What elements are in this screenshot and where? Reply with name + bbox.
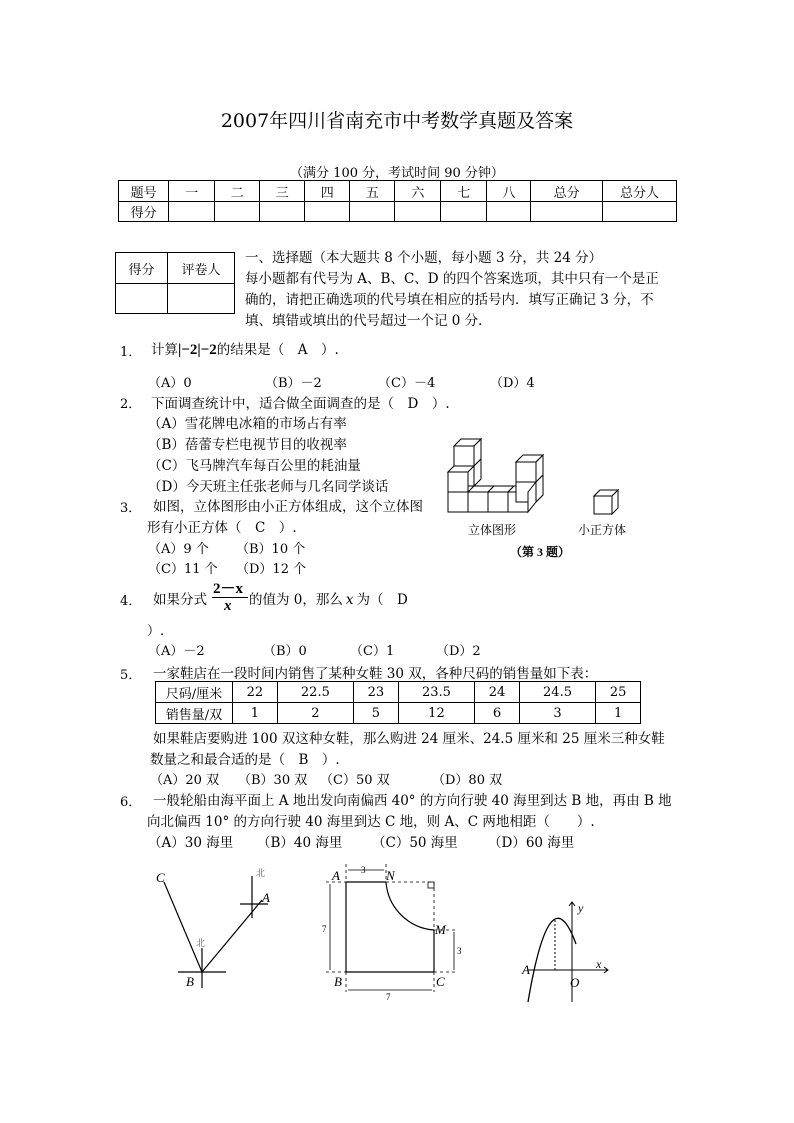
q4-number: 4． <box>120 594 142 609</box>
q6-option: （A）30 海里 <box>148 835 234 851</box>
score-header: 三 <box>260 181 305 202</box>
q5-count-cell: 3 <box>519 703 595 724</box>
grader-box <box>115 252 235 314</box>
north-label-a: 北 <box>256 868 266 878</box>
q1-prefix: 计算 <box>151 342 178 358</box>
dim-right: 3 <box>457 946 462 956</box>
dim-left: 7 <box>322 924 327 934</box>
square-figure <box>318 860 468 1005</box>
q4-prefix: 如果分式 <box>153 592 207 608</box>
q4-option: （C）1 <box>350 644 395 659</box>
grader-name-cell[interactable] <box>168 284 235 314</box>
score-header: 五 <box>350 181 395 202</box>
point-n-label: N <box>386 868 395 883</box>
point-c-label: C <box>156 870 165 885</box>
q3-figure <box>440 432 660 572</box>
q5-size-cell: 25 <box>596 682 641 703</box>
q5-size-cell: 22 <box>233 682 278 703</box>
parabola-curve <box>528 918 576 1002</box>
point-b-label: B <box>334 974 342 989</box>
grader-name-label: 评卷人 <box>168 253 235 284</box>
exam-note: （满分 100 分，考试时间 90 分钟） <box>290 166 504 181</box>
score-cell[interactable] <box>215 202 260 222</box>
score-header: 四 <box>305 181 350 202</box>
q5-size-cell: 24.5 <box>519 682 595 703</box>
point-m-label: M <box>435 922 446 937</box>
q3-option: （C）11 个 <box>148 562 218 577</box>
dim-top: 3 <box>361 865 366 875</box>
score-header: 八 <box>487 181 531 202</box>
parabola-figure <box>500 890 620 1010</box>
q5-number: 5． <box>120 668 142 683</box>
q6-option: （C）50 海里 <box>372 835 458 851</box>
q2-option: （B）蓓蕾专栏电视节目的收视率 <box>148 437 347 453</box>
section1-line: 填、填错或填出的代号超过一个记 0 分． <box>245 313 492 329</box>
score-cell[interactable] <box>531 202 603 222</box>
q4-option: （B）0 <box>263 644 307 659</box>
y-label: y <box>578 901 584 915</box>
arc-nm <box>386 882 434 930</box>
q1-option: （B）－2 <box>265 376 322 391</box>
q4-denominator: x <box>224 598 232 614</box>
score-header: 二 <box>215 181 260 202</box>
q4-suffix <box>249 588 408 608</box>
score-header: 总分 <box>531 181 603 202</box>
q1-option: （D）4 <box>490 376 535 391</box>
q2-stem: 下面调查统计中，适合做全面调查的是（ D ）. <box>151 396 450 412</box>
small-cube <box>594 490 618 514</box>
q5-row1-label: 尺码/厘米 <box>156 682 233 703</box>
q5-count-cell: 1 <box>233 703 278 724</box>
q4-var: x <box>345 592 354 608</box>
score-header: 题号 <box>119 181 169 202</box>
q4-option: （D）2 <box>436 644 481 659</box>
cube-stack-solid <box>448 439 543 512</box>
q5-size-cell: 24 <box>475 682 520 703</box>
nav-figure <box>150 860 280 1000</box>
score-cell[interactable] <box>305 202 350 222</box>
q6-option: （D）60 海里 <box>488 835 575 851</box>
section1-heading: 一、选择题（本大题共 8 个小题，每小题 3 分，共 24 分） <box>245 250 603 266</box>
score-header: 七 <box>441 181 487 202</box>
score-cell[interactable] <box>395 202 441 222</box>
q5-option: （B）30 双 <box>238 773 308 788</box>
q1-stem <box>151 338 339 359</box>
point-a-label: A <box>262 890 270 905</box>
q1-suffix: 的结果是（ A ）. <box>216 342 339 358</box>
q4-suffix2: 为（ D <box>356 592 408 608</box>
q6-option: （B）40 海里 <box>257 835 343 851</box>
grader-score-label: 得分 <box>116 253 168 284</box>
q3-option: （A）9 个 <box>148 542 209 557</box>
score-cell[interactable] <box>602 202 676 222</box>
q3-stem-line2: 形有小正方体（ C ）. <box>147 520 297 536</box>
q4-option: （A）－2 <box>148 644 205 659</box>
segment-bc <box>164 882 202 972</box>
solid-label: 立体图形 <box>468 523 517 537</box>
cube <box>454 439 481 466</box>
score-cell[interactable] <box>350 202 395 222</box>
q3-option: （B）10 个 <box>236 542 306 557</box>
score-table <box>118 180 677 222</box>
q5-size-cell: 23.5 <box>398 682 474 703</box>
score-cell[interactable] <box>169 202 215 222</box>
q3-stem-line1: 如图，立体图形由小正方体组成，这个立体图 <box>153 499 423 515</box>
q1-option: （C）－4 <box>378 376 436 391</box>
score-cell[interactable] <box>487 202 531 222</box>
section1-line: 每小题都有代号为 A、B、C、D 的四个答案选项，其中只有一个是正 <box>245 271 659 287</box>
q1-expression: |−2|−2 <box>178 342 217 358</box>
score-header: 一 <box>169 181 215 202</box>
dim-bottom: 7 <box>386 992 391 1002</box>
q3-option: （D）12 个 <box>236 562 307 577</box>
point-b-label: B <box>186 974 194 989</box>
cube <box>448 492 468 512</box>
score-row-label: 得分 <box>119 202 169 222</box>
q1-number: 1． <box>120 345 142 360</box>
q5-row2-label: 销售量/双 <box>156 703 233 724</box>
q5-count-cell: 5 <box>354 703 399 724</box>
q2-option: （D）今天班主任张老师与几名同学谈话 <box>148 479 389 495</box>
section1-line: 确的，请把正确选项的代号填在相应的括号内．填写正确记 3 分，不 <box>245 292 654 308</box>
q6-line2: 向北偏西 10° 的方向行驶 40 海里到达 C 地，则 A、C 两地相距（ ）. <box>147 814 595 830</box>
q5-stem: 一家鞋店在一段时间内销售了某种女鞋 30 双，各种尺码的销售量如下表： <box>153 666 598 682</box>
score-cell[interactable] <box>441 202 487 222</box>
grader-score-cell[interactable] <box>116 284 168 314</box>
x-label: x <box>596 957 602 971</box>
q5-line1: 如果鞋店要购进 100 双这种女鞋，那么购进 24 厘米、24.5 厘米和 25 厘米三种女鞋 <box>153 731 665 747</box>
q5-size-table <box>155 681 641 724</box>
point-c-label: C <box>436 974 445 989</box>
q2-option: （A）雪花牌电冰箱的市场占有率 <box>148 416 347 432</box>
q5-size-cell: 22.5 <box>277 682 353 703</box>
q4-suffix-text: 的值为 0，那么 <box>249 592 343 608</box>
q6-line1: 一般轮船由海平面上 A 地出发向南偏西 40° 的方向行驶 40 海里到达 B 地，再由 B 地 <box>153 793 672 809</box>
score-header: 总分人 <box>602 181 676 202</box>
q6-number: 6． <box>120 795 142 810</box>
score-cell[interactable] <box>260 202 305 222</box>
segment-ba <box>202 900 262 972</box>
q5-count-cell: 6 <box>475 703 520 724</box>
q5-line2: 数量之和最合适的是（ B ）. <box>150 752 340 768</box>
cube-label: 小正方体 <box>578 523 627 537</box>
q3-number: 3． <box>120 501 142 516</box>
score-header: 六 <box>395 181 441 202</box>
q5-option: （A）20 双 <box>150 773 220 788</box>
q5-count-cell: 12 <box>398 703 474 724</box>
q5-option: （D）80 双 <box>432 773 503 788</box>
point-a-label: A <box>332 868 340 883</box>
point-a-label: A <box>522 962 530 977</box>
q1-option: （A）0 <box>148 376 192 391</box>
page-title: 2007年四川省南充市中考数学真题及答案 <box>220 110 574 132</box>
q4-numerator: 2－x <box>213 581 244 597</box>
origin-label: O <box>570 975 580 990</box>
north-label-b: 北 <box>196 938 206 948</box>
cube <box>516 455 543 482</box>
q5-option: （C）50 双 <box>320 773 390 788</box>
q2-option: （C）飞马牌汽车每百公里的耗油量 <box>148 458 361 474</box>
q2-number: 2． <box>120 397 142 412</box>
q5-size-cell: 23 <box>354 682 399 703</box>
q5-count-cell: 2 <box>277 703 353 724</box>
fig3-caption: （第 3 题） <box>510 545 571 559</box>
q5-count-cell: 1 <box>596 703 641 724</box>
q4-close: ）. <box>147 624 165 639</box>
